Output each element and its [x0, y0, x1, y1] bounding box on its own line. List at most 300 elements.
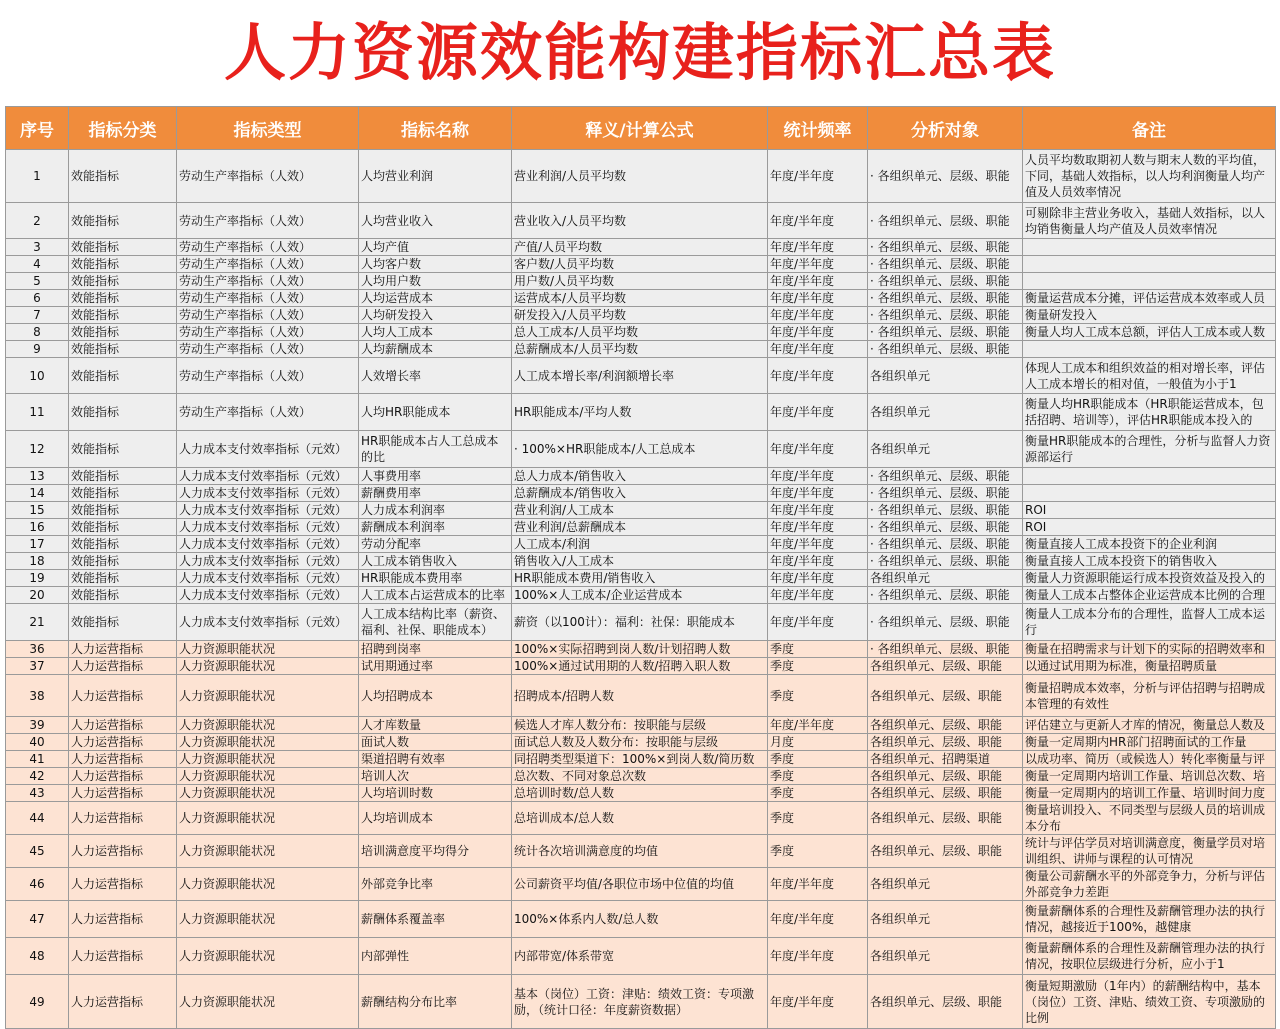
- cell-type: 人力成本支付效率指标（元效）: [177, 485, 359, 502]
- cell-name: 人均培训时数: [359, 785, 512, 802]
- cell-type: 劳动生产率指标（人效）: [177, 307, 359, 324]
- cell-type: 人力成本支付效率指标（元效）: [177, 502, 359, 519]
- cell-frequency: 月度: [768, 734, 868, 751]
- cell-name: 薪酬费用率: [359, 485, 512, 502]
- cell-type: 劳动生产率指标（人效）: [177, 341, 359, 358]
- cell-target: 各组织单元、层级、职能: [868, 785, 1023, 802]
- cell-name: 渠道招聘有效率: [359, 751, 512, 768]
- table-row: [6, 519, 1276, 536]
- cell-remark: [1023, 485, 1276, 502]
- cell-name: 人均HR职能成本: [359, 394, 512, 431]
- cell-type: 劳动生产率指标（人效）: [177, 150, 359, 203]
- cell-target: 各组织单元、层级、职能: [868, 675, 1023, 717]
- cell-frequency: 年度/半年度: [768, 604, 868, 641]
- header-target: 分析对象: [868, 107, 1023, 150]
- cell-frequency: 年度/半年度: [768, 358, 868, 394]
- cell-index: 5: [6, 273, 69, 290]
- cell-target: · 各组织单元、层级、职能: [868, 256, 1023, 273]
- cell-frequency: 年度/半年度: [768, 536, 868, 553]
- cell-frequency: 年度/半年度: [768, 431, 868, 468]
- indicator-table: [5, 106, 1276, 1029]
- cell-type: 人力资源职能状况: [177, 675, 359, 717]
- table-row: [6, 901, 1276, 938]
- cell-index: 40: [6, 734, 69, 751]
- cell-category: 人力运营指标: [69, 901, 177, 938]
- table-row: [6, 717, 1276, 734]
- cell-name: 人均薪酬成本: [359, 341, 512, 358]
- cell-frequency: 年度/半年度: [768, 938, 868, 975]
- cell-index: 13: [6, 468, 69, 485]
- cell-target: 各组织单元、层级、职能: [868, 734, 1023, 751]
- cell-frequency: 季度: [768, 675, 868, 717]
- cell-remark: 可剔除非主营业务收入，基础人效指标，以人均销售衡量人均产值及人员效率情况: [1023, 203, 1276, 239]
- header-category: 指标分类: [69, 107, 177, 150]
- cell-remark: 以通过试用期为标准，衡量招聘质量: [1023, 658, 1276, 675]
- table-row: [6, 641, 1276, 658]
- cell-type: 劳动生产率指标（人效）: [177, 239, 359, 256]
- cell-name: 人均培训成本: [359, 802, 512, 835]
- cell-formula: 薪资（以100计）：福利：社保：职能成本: [512, 604, 768, 641]
- cell-name: 人效增长率: [359, 358, 512, 394]
- cell-frequency: 年度/半年度: [768, 324, 868, 341]
- cell-formula: 100%×通过试用期的人数/招聘入职人数: [512, 658, 768, 675]
- cell-category: 效能指标: [69, 468, 177, 485]
- table-row: [6, 938, 1276, 975]
- cell-index: 37: [6, 658, 69, 675]
- cell-frequency: 年度/半年度: [768, 203, 868, 239]
- cell-remark: [1023, 239, 1276, 256]
- cell-frequency: 年度/半年度: [768, 519, 868, 536]
- cell-frequency: 年度/半年度: [768, 290, 868, 307]
- cell-type: 人力资源职能状况: [177, 802, 359, 835]
- cell-category: 效能指标: [69, 519, 177, 536]
- cell-frequency: 年度/半年度: [768, 150, 868, 203]
- table-row: [6, 394, 1276, 431]
- cell-type: 劳动生产率指标（人效）: [177, 324, 359, 341]
- table-row: [6, 975, 1276, 1029]
- table-row: [6, 587, 1276, 604]
- cell-name: 人均用户数: [359, 273, 512, 290]
- cell-remark: 衡量一定周期内培训工作量、培训总次数、培: [1023, 768, 1276, 785]
- cell-type: 人力资源职能状况: [177, 641, 359, 658]
- page-title: 人力资源效能构建指标汇总表: [223, 16, 1056, 89]
- cell-name: 培训满意度平均得分: [359, 835, 512, 868]
- cell-target: · 各组织单元、层级、职能: [868, 341, 1023, 358]
- cell-frequency: 年度/半年度: [768, 256, 868, 273]
- cell-index: 18: [6, 553, 69, 570]
- cell-remark: ROI: [1023, 519, 1276, 536]
- cell-formula: 产值/人员平均数: [512, 239, 768, 256]
- cell-remark: 衡量人均人工成本总额，评估人工成本或人数: [1023, 324, 1276, 341]
- cell-frequency: 季度: [768, 835, 868, 868]
- cell-target: · 各组织单元、层级、职能: [868, 604, 1023, 641]
- table-row: [6, 431, 1276, 468]
- cell-remark: [1023, 468, 1276, 485]
- cell-formula: 研发投入/人员平均数: [512, 307, 768, 324]
- cell-formula: 总次数、不同对象总次数: [512, 768, 768, 785]
- cell-target: · 各组织单元、层级、职能: [868, 239, 1023, 256]
- table-row: [6, 307, 1276, 324]
- cell-name: 人均营业利润: [359, 150, 512, 203]
- cell-name: 薪酬结构分布比率: [359, 975, 512, 1029]
- cell-frequency: 年度/半年度: [768, 587, 868, 604]
- table-row: [6, 835, 1276, 868]
- cell-target: · 各组织单元、层级、职能: [868, 290, 1023, 307]
- cell-frequency: 年度/半年度: [768, 307, 868, 324]
- cell-formula: 总薪酬成本/销售收入: [512, 485, 768, 502]
- table-row: [6, 536, 1276, 553]
- cell-name: 人工成本销售收入: [359, 553, 512, 570]
- cell-formula: 总培训时数/总人数: [512, 785, 768, 802]
- cell-type: 人力成本支付效率指标（元效）: [177, 536, 359, 553]
- cell-type: 劳动生产率指标（人效）: [177, 273, 359, 290]
- cell-target: · 各组织单元、层级、职能: [868, 536, 1023, 553]
- cell-type: 人力资源职能状况: [177, 785, 359, 802]
- header-index: 序号: [6, 107, 69, 150]
- cell-target: 各组织单元、层级、职能: [868, 835, 1023, 868]
- cell-type: 人力成本支付效率指标（元效）: [177, 570, 359, 587]
- cell-formula: 营业利润/人工成本: [512, 502, 768, 519]
- cell-remark: 衡量人工成本占整体企业运营成本比例的合理: [1023, 587, 1276, 604]
- cell-name: 劳动分配率: [359, 536, 512, 553]
- table-row: [6, 751, 1276, 768]
- cell-category: 人力运营指标: [69, 717, 177, 734]
- cell-name: 薪酬体系覆盖率: [359, 901, 512, 938]
- cell-target: · 各组织单元、层级、职能: [868, 468, 1023, 485]
- cell-type: 人力资源职能状况: [177, 768, 359, 785]
- cell-frequency: 季度: [768, 658, 868, 675]
- cell-remark: 以成功率、简历（或候选人）转化率衡量与评: [1023, 751, 1276, 768]
- table-row: [6, 150, 1276, 203]
- cell-category: 人力运营指标: [69, 768, 177, 785]
- cell-category: 效能指标: [69, 150, 177, 203]
- cell-formula: 100%×实际招聘到岗人数/计划招聘人数: [512, 641, 768, 658]
- cell-remark: 人员平均数取期初人数与期末人数的平均值，下同，基础人效指标，以人均利润衡量人均产值及人员效率情况: [1023, 150, 1276, 203]
- cell-category: 人力运营指标: [69, 641, 177, 658]
- cell-formula: 总人工成本/人员平均数: [512, 324, 768, 341]
- cell-remark: 衡量公司薪酬水平的外部竞争力，分析与评估外部竞争力差距: [1023, 868, 1276, 901]
- cell-remark: [1023, 273, 1276, 290]
- cell-name: 人事费用率: [359, 468, 512, 485]
- cell-name: 外部竞争比率: [359, 868, 512, 901]
- cell-formula: 营业利润/总薪酬成本: [512, 519, 768, 536]
- cell-frequency: 年度/半年度: [768, 502, 868, 519]
- cell-index: 46: [6, 868, 69, 901]
- cell-type: 人力资源职能状况: [177, 658, 359, 675]
- cell-type: 人力资源职能状况: [177, 938, 359, 975]
- cell-type: 人力资源职能状况: [177, 868, 359, 901]
- table-header-row: [6, 107, 1276, 150]
- cell-target: 各组织单元: [868, 570, 1023, 587]
- cell-index: 21: [6, 604, 69, 641]
- cell-formula: 100%×人工成本/企业运营成本: [512, 587, 768, 604]
- cell-type: 人力成本支付效率指标（元效）: [177, 519, 359, 536]
- table-body: [6, 150, 1276, 1029]
- cell-type: 人力资源职能状况: [177, 901, 359, 938]
- cell-index: 4: [6, 256, 69, 273]
- cell-type: 劳动生产率指标（人效）: [177, 203, 359, 239]
- table-row: [6, 553, 1276, 570]
- cell-formula: 100%×体系内人数/总人数: [512, 901, 768, 938]
- cell-remark: 衡量人均HR职能成本（HR职能运营成本，包括招聘、培训等），评估HR职能成本投入的: [1023, 394, 1276, 431]
- cell-name: 面试人数: [359, 734, 512, 751]
- cell-target: · 各组织单元、层级、职能: [868, 324, 1023, 341]
- cell-category: 人力运营指标: [69, 938, 177, 975]
- cell-index: 41: [6, 751, 69, 768]
- cell-index: 47: [6, 901, 69, 938]
- cell-formula: 总薪酬成本/人员平均数: [512, 341, 768, 358]
- cell-category: 效能指标: [69, 485, 177, 502]
- cell-remark: 衡量一定周期内的培训工作量、培训时间力度: [1023, 785, 1276, 802]
- cell-target: 各组织单元: [868, 868, 1023, 901]
- cell-formula: 基本（岗位）工资：津贴：绩效工资：专项激励，（统计口径：年度薪资数据）: [512, 975, 768, 1029]
- table-row: [6, 256, 1276, 273]
- cell-index: 16: [6, 519, 69, 536]
- cell-target: · 各组织单元、层级、职能: [868, 502, 1023, 519]
- cell-formula: 用户数/人员平均数: [512, 273, 768, 290]
- cell-remark: 衡量直接人工成本投资下的销售收入: [1023, 553, 1276, 570]
- table-row: [6, 768, 1276, 785]
- cell-name: 招聘到岗率: [359, 641, 512, 658]
- cell-formula: 营业利润/人员平均数: [512, 150, 768, 203]
- cell-frequency: 年度/半年度: [768, 717, 868, 734]
- cell-frequency: 年度/半年度: [768, 868, 868, 901]
- cell-target: · 各组织单元、层级、职能: [868, 519, 1023, 536]
- cell-remark: 衡量运营成本分摊，评估运营成本效率或人员: [1023, 290, 1276, 307]
- cell-name: 人均研发投入: [359, 307, 512, 324]
- cell-frequency: 季度: [768, 785, 868, 802]
- cell-index: 6: [6, 290, 69, 307]
- cell-formula: 人工成本/利润: [512, 536, 768, 553]
- cell-formula: 招聘成本/招聘人数: [512, 675, 768, 717]
- cell-target: 各组织单元、层级、职能: [868, 768, 1023, 785]
- cell-category: 效能指标: [69, 307, 177, 324]
- cell-remark: 衡量一定周期内HR部门招聘面试的工作量: [1023, 734, 1276, 751]
- cell-formula: 内部带宽/体系带宽: [512, 938, 768, 975]
- table-row: [6, 868, 1276, 901]
- cell-name: 内部弹性: [359, 938, 512, 975]
- cell-remark: 统计与评估学员对培训满意度，衡量学员对培训组织、讲师与课程的认可情况: [1023, 835, 1276, 868]
- cell-index: 20: [6, 587, 69, 604]
- cell-type: 人力成本支付效率指标（元效）: [177, 587, 359, 604]
- cell-type: 人力资源职能状况: [177, 975, 359, 1029]
- cell-category: 效能指标: [69, 394, 177, 431]
- cell-formula: 统计各次培训满意度的均值: [512, 835, 768, 868]
- cell-category: 效能指标: [69, 341, 177, 358]
- cell-remark: 衡量直接人工成本投资下的企业利润: [1023, 536, 1276, 553]
- cell-remark: 衡量HR职能成本的合理性，分析与监督人力资源部运行: [1023, 431, 1276, 468]
- cell-index: 38: [6, 675, 69, 717]
- table-row: [6, 468, 1276, 485]
- cell-target: 各组织单元: [868, 358, 1023, 394]
- cell-target: 各组织单元、层级、职能: [868, 658, 1023, 675]
- cell-index: 15: [6, 502, 69, 519]
- cell-category: 人力运营指标: [69, 751, 177, 768]
- cell-index: 1: [6, 150, 69, 203]
- cell-category: 效能指标: [69, 239, 177, 256]
- cell-target: · 各组织单元、层级、职能: [868, 553, 1023, 570]
- cell-formula: · 100%×HR职能成本/人工总成本: [512, 431, 768, 468]
- cell-index: 10: [6, 358, 69, 394]
- table-row: [6, 358, 1276, 394]
- cell-frequency: 年度/半年度: [768, 901, 868, 938]
- cell-type: 人力成本支付效率指标（元效）: [177, 604, 359, 641]
- cell-name: 人均客户数: [359, 256, 512, 273]
- cell-remark: 衡量薪酬体系的合理性及薪酬管理办法的执行情况，按职位层级进行分析，应小于1: [1023, 938, 1276, 975]
- cell-remark: 衡量培训投入、不同类型与层级人员的培训成本分布: [1023, 802, 1276, 835]
- cell-formula: 人工成本增长率/利润额增长率: [512, 358, 768, 394]
- table-row: [6, 341, 1276, 358]
- table-row: [6, 290, 1276, 307]
- cell-frequency: 年度/半年度: [768, 468, 868, 485]
- cell-index: 3: [6, 239, 69, 256]
- cell-name: 人均运营成本: [359, 290, 512, 307]
- cell-frequency: 年度/半年度: [768, 273, 868, 290]
- cell-name: 人均招聘成本: [359, 675, 512, 717]
- cell-formula: 总人力成本/销售收入: [512, 468, 768, 485]
- cell-category: 人力运营指标: [69, 802, 177, 835]
- cell-category: 效能指标: [69, 553, 177, 570]
- cell-formula: 客户数/人员平均数: [512, 256, 768, 273]
- cell-formula: 运营成本/人员平均数: [512, 290, 768, 307]
- cell-category: 效能指标: [69, 256, 177, 273]
- cell-remark: 评估建立与更新人才库的情况，衡量总人数及: [1023, 717, 1276, 734]
- cell-frequency: 年度/半年度: [768, 341, 868, 358]
- cell-category: 效能指标: [69, 587, 177, 604]
- cell-index: 19: [6, 570, 69, 587]
- cell-type: 劳动生产率指标（人效）: [177, 256, 359, 273]
- cell-type: 劳动生产率指标（人效）: [177, 394, 359, 431]
- cell-target: 各组织单元: [868, 938, 1023, 975]
- cell-remark: [1023, 256, 1276, 273]
- cell-category: 效能指标: [69, 203, 177, 239]
- cell-frequency: 年度/半年度: [768, 239, 868, 256]
- table-row: [6, 502, 1276, 519]
- header-type: 指标类型: [177, 107, 359, 150]
- cell-index: 17: [6, 536, 69, 553]
- cell-category: 效能指标: [69, 570, 177, 587]
- cell-category: 人力运营指标: [69, 658, 177, 675]
- cell-type: 劳动生产率指标（人效）: [177, 358, 359, 394]
- cell-category: 人力运营指标: [69, 785, 177, 802]
- cell-target: · 各组织单元、层级、职能: [868, 485, 1023, 502]
- cell-remark: 衡量研发投入: [1023, 307, 1276, 324]
- table-row: [6, 785, 1276, 802]
- cell-type: 人力成本支付效率指标（元效）: [177, 468, 359, 485]
- cell-category: 效能指标: [69, 536, 177, 553]
- header-formula: 释义/计算公式: [512, 107, 768, 150]
- cell-index: 42: [6, 768, 69, 785]
- cell-target: 各组织单元: [868, 431, 1023, 468]
- cell-type: 劳动生产率指标（人效）: [177, 290, 359, 307]
- cell-type: 人力资源职能状况: [177, 717, 359, 734]
- cell-index: 44: [6, 802, 69, 835]
- table-row: [6, 570, 1276, 587]
- cell-name: 试用期通过率: [359, 658, 512, 675]
- table-row: [6, 658, 1276, 675]
- cell-name: 培训人次: [359, 768, 512, 785]
- table-row: [6, 485, 1276, 502]
- cell-index: 45: [6, 835, 69, 868]
- cell-formula: HR职能成本费用/销售收入: [512, 570, 768, 587]
- cell-index: 36: [6, 641, 69, 658]
- cell-category: 人力运营指标: [69, 975, 177, 1029]
- cell-formula: 面试总人数及人数分布：按职能与层级: [512, 734, 768, 751]
- cell-frequency: 年度/半年度: [768, 553, 868, 570]
- cell-index: 49: [6, 975, 69, 1029]
- cell-index: 39: [6, 717, 69, 734]
- cell-category: 效能指标: [69, 324, 177, 341]
- cell-type: 人力资源职能状况: [177, 734, 359, 751]
- cell-target: 各组织单元、层级、职能: [868, 802, 1023, 835]
- cell-remark: 衡量薪酬体系的合理性及薪酬管理办法的执行情况，越接近于100%，越健康: [1023, 901, 1276, 938]
- cell-remark: 衡量人工成本分布的合理性，监督人工成本运行: [1023, 604, 1276, 641]
- cell-name: 人工成本结构比率（薪资、福利、社保、职能成本）: [359, 604, 512, 641]
- cell-remark: 体现人工成本和组织效益的相对增长率，评估人工成本增长的相对值，一般值为小于1: [1023, 358, 1276, 394]
- cell-target: · 各组织单元、层级、职能: [868, 641, 1023, 658]
- cell-remark: 衡量招聘成本效率，分析与评估招聘与招聘成本管理的有效性: [1023, 675, 1276, 717]
- cell-target: · 各组织单元、层级、职能: [868, 307, 1023, 324]
- cell-category: 效能指标: [69, 604, 177, 641]
- cell-index: 14: [6, 485, 69, 502]
- cell-index: 43: [6, 785, 69, 802]
- cell-formula: 公司薪资平均值/各职位市场中位值的均值: [512, 868, 768, 901]
- header-remark: 备注: [1023, 107, 1276, 150]
- cell-category: 人力运营指标: [69, 868, 177, 901]
- cell-remark: ROI: [1023, 502, 1276, 519]
- cell-frequency: 年度/半年度: [768, 394, 868, 431]
- cell-target: 各组织单元: [868, 901, 1023, 938]
- cell-type: 人力资源职能状况: [177, 751, 359, 768]
- cell-frequency: 年度/半年度: [768, 485, 868, 502]
- cell-name: 人均人工成本: [359, 324, 512, 341]
- cell-formula: 总培训成本/总人数: [512, 802, 768, 835]
- cell-name: 人才库数量: [359, 717, 512, 734]
- cell-frequency: 年度/半年度: [768, 975, 868, 1029]
- cell-type: 人力成本支付效率指标（元效）: [177, 431, 359, 468]
- cell-category: 效能指标: [69, 358, 177, 394]
- cell-formula: 营业收入/人员平均数: [512, 203, 768, 239]
- cell-index: 9: [6, 341, 69, 358]
- cell-type: 人力资源职能状况: [177, 835, 359, 868]
- cell-frequency: 季度: [768, 751, 868, 768]
- cell-remark: 衡量短期激励（1年内）的薪酬结构中，基本（岗位）工资、津贴、绩效工资、专项激励的比例: [1023, 975, 1276, 1029]
- cell-category: 人力运营指标: [69, 835, 177, 868]
- cell-index: 12: [6, 431, 69, 468]
- cell-category: 效能指标: [69, 431, 177, 468]
- cell-category: 效能指标: [69, 502, 177, 519]
- cell-name: 人工成本占运营成本的比率: [359, 587, 512, 604]
- cell-type: 人力成本支付效率指标（元效）: [177, 553, 359, 570]
- cell-remark: [1023, 341, 1276, 358]
- cell-category: 效能指标: [69, 290, 177, 307]
- table-row: [6, 675, 1276, 717]
- cell-remark: 衡量在招聘需求与计划下的实际的招聘效率和: [1023, 641, 1276, 658]
- cell-frequency: 季度: [768, 768, 868, 785]
- table-row: [6, 239, 1276, 256]
- cell-index: 8: [6, 324, 69, 341]
- cell-formula: 同招聘类型渠道下：100%×到岗人数/简历数: [512, 751, 768, 768]
- cell-formula: 候选人才库人数分布：按职能与层级: [512, 717, 768, 734]
- table-row: [6, 604, 1276, 641]
- header-frequency: 统计频率: [768, 107, 868, 150]
- table-row: [6, 324, 1276, 341]
- cell-name: 薪酬成本利润率: [359, 519, 512, 536]
- cell-name: 人均产值: [359, 239, 512, 256]
- cell-formula: HR职能成本/平均人数: [512, 394, 768, 431]
- header-name: 指标名称: [359, 107, 512, 150]
- cell-frequency: 年度/半年度: [768, 570, 868, 587]
